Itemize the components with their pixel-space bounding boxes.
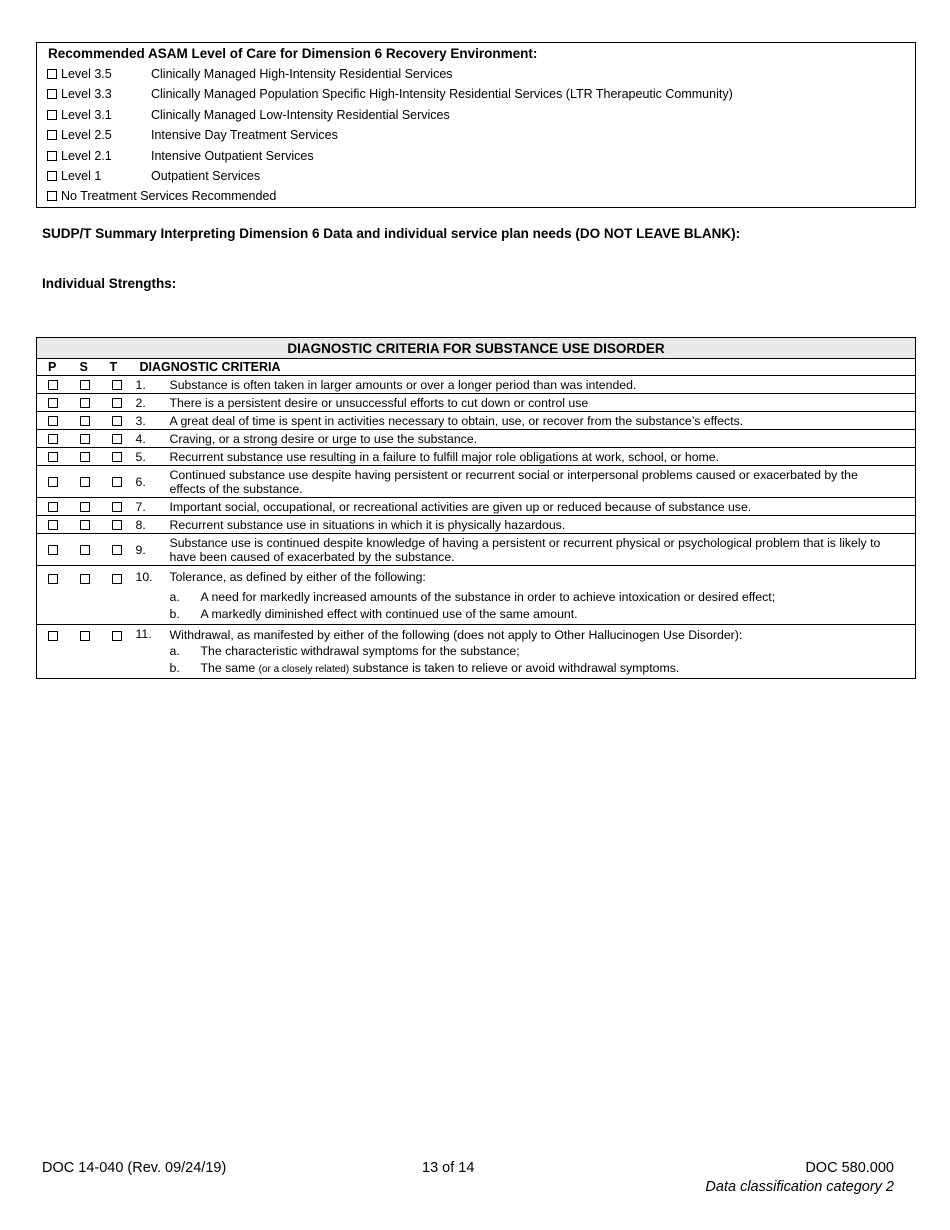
subitem-letter: b. bbox=[169, 661, 180, 675]
footer-data-classification: Data classification category 2 bbox=[705, 1179, 894, 1195]
checkbox-t[interactable] bbox=[112, 574, 122, 584]
footer-policy-number: DOC 580.000 bbox=[805, 1160, 894, 1176]
checkbox[interactable] bbox=[47, 89, 57, 99]
asam-level-label: Level 2.5 bbox=[61, 128, 112, 142]
checkbox-s[interactable] bbox=[80, 477, 90, 487]
subitem-text-part: The same bbox=[200, 661, 259, 675]
checkbox-p[interactable] bbox=[48, 545, 58, 555]
criterion-number: 11. bbox=[133, 625, 170, 679]
criterion-number: 2. bbox=[133, 394, 170, 412]
subitem-text: A markedly diminished effect with continued use of the same amount. bbox=[200, 607, 578, 621]
checkbox-p[interactable] bbox=[48, 416, 58, 426]
checkbox-s[interactable] bbox=[80, 452, 90, 462]
checkbox[interactable] bbox=[47, 110, 57, 120]
checkbox-s[interactable] bbox=[80, 631, 90, 641]
checkbox-p[interactable] bbox=[48, 380, 58, 390]
criterion-text: There is a persistent desire or unsuccessful efforts to cut down or control use bbox=[170, 394, 916, 412]
asam-level-label: Level 2.1 bbox=[61, 149, 112, 163]
criterion-row-3 bbox=[37, 412, 916, 430]
asam-option-level-1[interactable] bbox=[47, 168, 260, 184]
checkbox[interactable] bbox=[47, 171, 57, 181]
strengths-heading: Individual Strengths: bbox=[42, 276, 177, 291]
column-header-p: P bbox=[37, 359, 69, 376]
checkbox-t[interactable] bbox=[112, 434, 122, 444]
checkbox[interactable] bbox=[47, 151, 57, 161]
checkbox-s[interactable] bbox=[80, 416, 90, 426]
criterion-row-7 bbox=[37, 498, 916, 516]
asam-option-no-treatment[interactable] bbox=[47, 188, 276, 204]
checkbox-t[interactable] bbox=[112, 416, 122, 426]
subitem-text: A need for markedly increased amounts of the substance in order to achieve intoxication or desired effect; bbox=[200, 590, 776, 604]
checkbox-p[interactable] bbox=[48, 477, 58, 487]
criterion-row-11 bbox=[37, 625, 916, 679]
subitem-letter: a. bbox=[169, 644, 180, 658]
checkbox-p[interactable] bbox=[48, 434, 58, 444]
asam-option-level-3-1[interactable] bbox=[47, 107, 450, 123]
criterion-subitem-b bbox=[170, 606, 898, 623]
asam-level-description: Clinically Managed Low-Intensity Residential Services bbox=[151, 108, 450, 122]
checkbox-t[interactable] bbox=[112, 631, 122, 641]
subitem-text: The characteristic withdrawal symptoms for the substance; bbox=[200, 644, 520, 658]
subitem-letter: b. bbox=[169, 607, 180, 621]
asam-level-description: Intensive Day Treatment Services bbox=[151, 128, 338, 142]
checkbox-p[interactable] bbox=[48, 502, 58, 512]
asam-option-level-3-5[interactable] bbox=[47, 66, 453, 82]
criterion-row-8 bbox=[37, 516, 916, 534]
checkbox-p[interactable] bbox=[48, 398, 58, 408]
asam-option-level-2-5[interactable] bbox=[47, 127, 338, 143]
checkbox-t[interactable] bbox=[112, 545, 122, 555]
criterion-row-10 bbox=[37, 566, 916, 625]
checkbox-t[interactable] bbox=[112, 398, 122, 408]
checkbox-p[interactable] bbox=[48, 452, 58, 462]
asam-title: Recommended ASAM Level of Care for Dimension 6 Recovery Environment: bbox=[48, 46, 538, 61]
asam-level-label: Level 3.5 bbox=[61, 67, 112, 81]
checkbox-s[interactable] bbox=[80, 574, 90, 584]
checkbox-s[interactable] bbox=[80, 520, 90, 530]
criterion-text: Withdrawal, as manifested by either of the following (does not apply to Other Hallucinogen Use Disorder): bbox=[169, 628, 743, 642]
criterion-subitem-a bbox=[170, 643, 898, 660]
asam-option-level-3-3[interactable] bbox=[47, 86, 733, 102]
criterion-subitem-b bbox=[170, 660, 898, 678]
asam-level-description: Clinically Managed Population Specific High-Intensity Residential Services (LTR Therapeutic Community) bbox=[151, 87, 733, 101]
criterion-row-1 bbox=[37, 376, 916, 394]
footer-form-id: DOC 14-040 (Rev. 09/24/19) bbox=[42, 1160, 227, 1176]
subitem-letter: a. bbox=[169, 590, 180, 604]
asam-level-label: Level 1 bbox=[61, 169, 102, 183]
checkbox-t[interactable] bbox=[112, 520, 122, 530]
criterion-text: Continued substance use despite having persistent or recurrent social or interpersonal problems caused or exacerbated by the effects of the substance. bbox=[170, 466, 916, 498]
diagnostic-criteria-table bbox=[36, 337, 916, 679]
criterion-row-6 bbox=[37, 466, 916, 498]
checkbox-s[interactable] bbox=[80, 380, 90, 390]
column-header-s: S bbox=[69, 359, 101, 376]
criterion-text: Substance is often taken in larger amounts or over a longer period than was intended. bbox=[170, 376, 916, 394]
checkbox[interactable] bbox=[47, 130, 57, 140]
checkbox-p[interactable] bbox=[48, 631, 58, 641]
criterion-text: Craving, or a strong desire or urge to use the substance. bbox=[170, 430, 916, 448]
criterion-number: 1. bbox=[133, 376, 170, 394]
criterion-text: Tolerance, as defined by either of the following: bbox=[169, 570, 426, 584]
checkbox-t[interactable] bbox=[112, 502, 122, 512]
criterion-text: Recurrent substance use in situations in which it is physically hazardous. bbox=[170, 516, 916, 534]
criterion-text: Important social, occupational, or recreational activities are given up or reduced because of substance use. bbox=[170, 498, 916, 516]
criterion-row-2 bbox=[37, 394, 916, 412]
subitem-text bbox=[201, 660, 680, 678]
criterion-number: 3. bbox=[133, 412, 170, 430]
asam-level-description: Intensive Outpatient Services bbox=[151, 149, 314, 163]
criterion-number: 4. bbox=[133, 430, 170, 448]
diagnostic-table-title: DIAGNOSTIC CRITERIA FOR SUBSTANCE USE DISORDER bbox=[37, 338, 916, 359]
footer-page-number: 13 of 14 bbox=[422, 1160, 475, 1176]
criterion-number: 9. bbox=[133, 534, 170, 566]
criterion-number: 6. bbox=[133, 466, 170, 498]
subitem-text-small: (or a closely related) bbox=[258, 664, 350, 675]
criterion-row-4 bbox=[37, 430, 916, 448]
checkbox-t[interactable] bbox=[112, 452, 122, 462]
checkbox-p[interactable] bbox=[48, 574, 58, 584]
asam-level-description: Outpatient Services bbox=[151, 169, 261, 183]
checkbox[interactable] bbox=[47, 69, 57, 79]
summary-heading: SUDP/T Summary Interpreting Dimension 6 Data and individual service plan needs (DO NOT LEAVE BLANK): bbox=[42, 226, 741, 241]
subitem-text-part: substance is taken to relieve or avoid withdrawal symptoms. bbox=[349, 661, 680, 675]
checkbox-s[interactable] bbox=[80, 398, 90, 408]
criterion-number: 7. bbox=[133, 498, 170, 516]
criterion-number: 5. bbox=[133, 448, 170, 466]
asam-level-label: Level 3.1 bbox=[61, 108, 112, 122]
column-header-t: T bbox=[101, 359, 133, 376]
checkbox-t[interactable] bbox=[112, 380, 122, 390]
criterion-subitem-a bbox=[170, 589, 898, 606]
criterion-text: A great deal of time is spent in activities necessary to obtain, use, or recover from the substance’s effects. bbox=[170, 412, 916, 430]
asam-level-label: Level 3.3 bbox=[61, 87, 112, 101]
criterion-number: 10. bbox=[133, 566, 170, 625]
column-header-criteria: DIAGNOSTIC CRITERIA bbox=[133, 359, 916, 376]
checkbox-t[interactable] bbox=[112, 477, 122, 487]
criterion-row-5 bbox=[37, 448, 916, 466]
checkbox-s[interactable] bbox=[80, 502, 90, 512]
asam-option-level-2-1[interactable] bbox=[47, 148, 314, 164]
criterion-text: Substance use is continued despite knowledge of having a persistent or recurrent physical or psychological problem that is likely to have been caused of exacerbated by the substance. bbox=[170, 534, 916, 566]
asam-level-description: Clinically Managed High-Intensity Residential Services bbox=[151, 67, 453, 81]
asam-level-of-care-box bbox=[36, 42, 916, 208]
criterion-number: 8. bbox=[133, 516, 170, 534]
criterion-row-9 bbox=[37, 534, 916, 566]
checkbox-s[interactable] bbox=[80, 434, 90, 444]
asam-no-treatment-label: No Treatment Services Recommended bbox=[61, 189, 277, 203]
checkbox[interactable] bbox=[47, 191, 57, 201]
checkbox-s[interactable] bbox=[80, 545, 90, 555]
criterion-text: Recurrent substance use resulting in a failure to fulfill major role obligations at work, school, or home. bbox=[170, 448, 916, 466]
checkbox-p[interactable] bbox=[48, 520, 58, 530]
